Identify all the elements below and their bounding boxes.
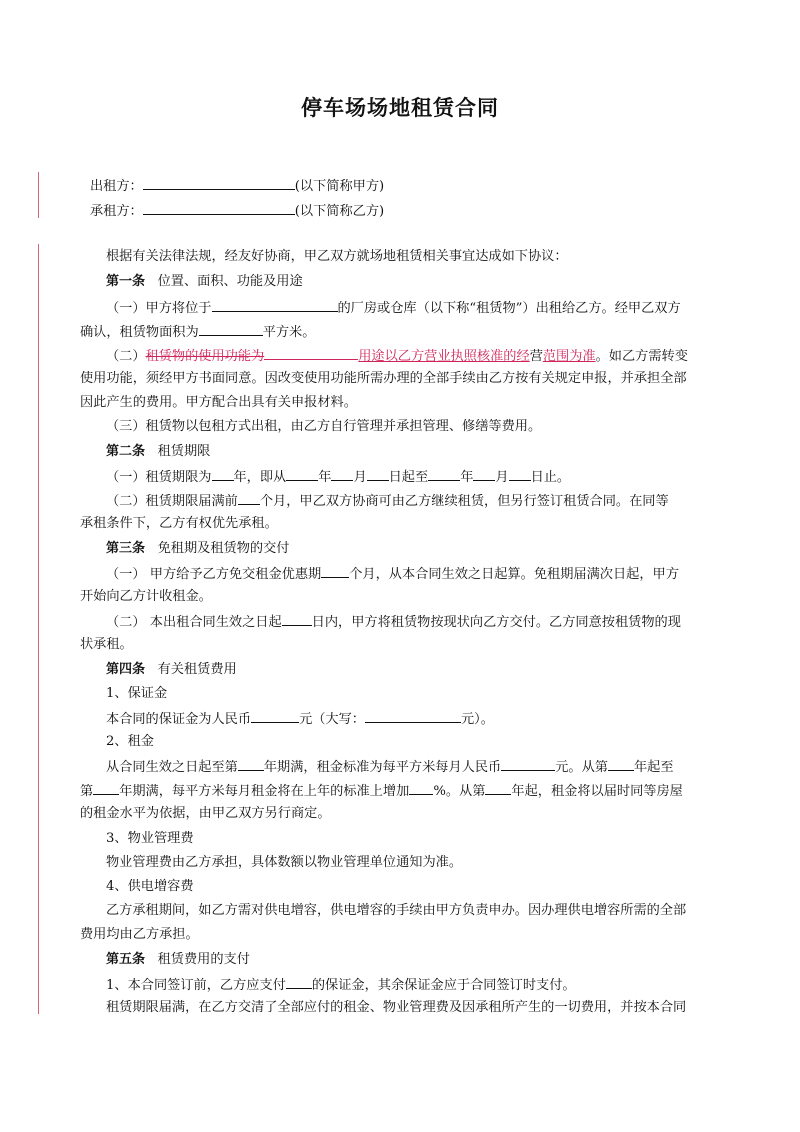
clause-text: （二）租赁期限届满前 [106,494,238,509]
clause-text: 年起，租金将以届时同等房屋 [511,784,683,799]
clause-text: 。如乙方需转变 [595,349,688,364]
clause-text: 元（大写： [299,712,365,727]
article-title: 租赁期限 [157,444,211,459]
article-4-heading [106,661,237,679]
document-title: 停车场场地租赁合同 [301,96,499,120]
lessor-suffix: (以下简称甲方) [294,179,385,194]
deposit-words-blank [365,709,461,723]
clause-text: 从合同生效之日起至第 [106,760,238,775]
clause-text: 1、本合同签订前，乙方应支付 [106,978,286,993]
article-2-heading [106,443,210,461]
power-fee-clause-cont: 费用均由乙方承担。 [80,927,199,942]
clause-text: （二） 本出租合同生效之日起 [106,615,282,630]
article-1-clause-2 [106,346,688,366]
deleted-text: 租赁物的使用功能为 [145,349,265,364]
start-year-blank [286,467,318,481]
start-month-blank [331,467,353,481]
rent-amount-blank [501,757,555,771]
advance-deposit-blank [286,975,312,989]
article-1-clause-1 [106,298,681,318]
clause-text: 日内，甲方将租赁物按现状向乙方交付。乙方同意按租赁物的现 [311,615,681,630]
rent-clause-cont: 的租金水平为依据，由甲乙双方另行商定。 [80,806,331,821]
article-3-clause-2 [106,612,681,632]
end-month-blank [473,467,495,481]
article-1-clause-2-cont: 因此产生的费用。甲方配合出具有关申报材料。 [80,395,357,410]
intro-paragraph: 根据有关法律法规，经友好协商，甲乙双方就场地租赁相关事宜达成如下协议： [106,249,568,264]
lessor-line [90,176,384,196]
rent-period-blank [238,757,264,771]
inserted-text: 用途以乙方营业执照核准的经 [358,349,530,364]
clause-text: 年起至 [634,760,674,775]
clause-text: 个月，甲乙双方协商可由乙方继续租赁，但另行签订租赁合同。在同等 [259,494,669,509]
clause-text: 日起至 [388,470,429,485]
clause-text: 本合同的保证金为人民币 [106,712,252,727]
increase-percent-blank [409,781,433,795]
clause-text: 元。从第 [555,760,608,775]
section-property-fee-heading: 3、物业管理费 [106,831,194,846]
article-title: 有关租赁费用 [157,662,237,677]
clause-text: 营 [529,349,543,364]
clause-text: 年期满，租金标准为每平方米每月人民币 [263,760,502,775]
article-2-clause-1 [106,467,570,487]
inserted-text: 范围为准 [542,349,596,364]
clause-text: 的厂房或仓库（以下称“租赁物”）出租给乙方。经甲乙双方 [337,301,681,316]
increase-start-blank [608,757,634,771]
power-fee-clause: 乙方承租期间，如乙方需对供电增容，供电增容的手续由甲方负责申办。因办理供电增容所需的全部 [106,903,687,918]
article-3-clause-2-cont: 状承租。 [80,637,133,652]
article-number: 第一条 [106,274,146,289]
property-fee-clause: 物业管理费由乙方承担，具体数额以物业管理单位通知为准。 [106,855,463,870]
increase-end-blank [93,781,119,795]
section-rent-heading: 2、租金 [106,734,154,749]
article-3-heading [106,540,289,558]
article-1-heading [106,273,303,291]
renegotiate-year-blank [485,781,511,795]
article-number: 第五条 [106,952,146,967]
article-3-clause-1-cont: 开始向乙方计收租金。 [80,589,212,604]
article-2-clause-2 [106,491,669,511]
rent-free-months-blank [321,564,349,578]
delivery-days-blank [282,612,312,626]
clause-text: 年 [318,470,332,485]
lessee-line [90,201,384,221]
revision-margin-bar [38,172,39,218]
clause-text: （一）租赁期限为 [106,470,212,485]
rent-clause [106,757,674,777]
article-5-heading [106,951,250,969]
article-number: 第二条 [106,444,146,459]
clause-text: 个月，从本合同生效之日起算。免租期届满次日起，甲方 [349,567,679,582]
clause-text: 确认，租赁物面积为 [80,325,199,340]
clause-text: 年期满，每平方米每月租金将在上年的标准上增加 [119,784,410,799]
section-deposit-heading: 1、保证金 [106,686,168,701]
article-1-clause-1-cont [80,322,315,342]
end-year-blank [428,467,460,481]
article-5-clause-2: 租赁期限届满，在乙方交清了全部应付的租金、物业管理费及因承租所产生的一切费用，并按本合同 [106,1000,687,1015]
deleted-blank [264,346,358,360]
clause-text: 元）。 [461,712,494,727]
revision-margin-bar [38,244,39,1014]
article-number: 第四条 [106,662,146,677]
clause-text: 平方米。 [262,325,316,340]
deposit-amount-blank [251,709,299,723]
clause-text: （一）甲方将位于 [106,301,212,316]
renewal-months-blank [238,491,260,505]
article-title: 租赁费用的支付 [157,952,250,967]
clause-text: （一） 甲方给予乙方免交租金优惠期 [106,567,322,582]
article-title: 免租期及租赁物的交付 [157,541,290,556]
article-5-clause-1 [106,975,576,995]
clause-text: %。从第 [433,784,486,799]
clause-text: 年 [460,470,474,485]
clause-text: 的保证金，其余保证金应于合同签订时支付。 [311,978,576,993]
article-title: 位置、面积、功能及用途 [157,274,303,289]
article-2-clause-2-cont: 承租条件下，乙方有权优先承租。 [80,516,278,531]
start-day-blank [367,467,389,481]
lessee-suffix: (以下简称乙方) [294,204,385,219]
term-years-blank [212,467,234,481]
lessee-label: 承租方： [90,204,143,219]
location-blank [212,298,338,312]
clause-text: 月 [495,470,509,485]
clause-text: 第 [80,784,94,799]
section-power-fee-heading: 4、供电增容费 [106,879,194,894]
lessor-label: 出租方： [90,179,143,194]
article-number: 第三条 [106,541,146,556]
lessee-blank [143,201,295,215]
clause-text: 日止。 [530,470,571,485]
rent-clause-cont [80,781,683,801]
area-blank [199,322,263,336]
end-day-blank [509,467,531,481]
clause-text: 年，即从 [233,470,287,485]
article-1-clause-3: （三）租赁物以包租方式出租，由乙方自行管理并承担管理、修缮等费用。 [106,419,542,434]
lessor-blank [143,176,295,190]
clause-text: 月 [353,470,367,485]
article-3-clause-1 [106,564,679,584]
clause-text: （二） [106,349,146,364]
deposit-clause [106,709,494,729]
article-1-clause-2-cont: 使用功能，须经甲方书面同意。因改变使用功能所需办理的全部手续由乙方按有关规定申报，并承担全部 [80,371,687,386]
